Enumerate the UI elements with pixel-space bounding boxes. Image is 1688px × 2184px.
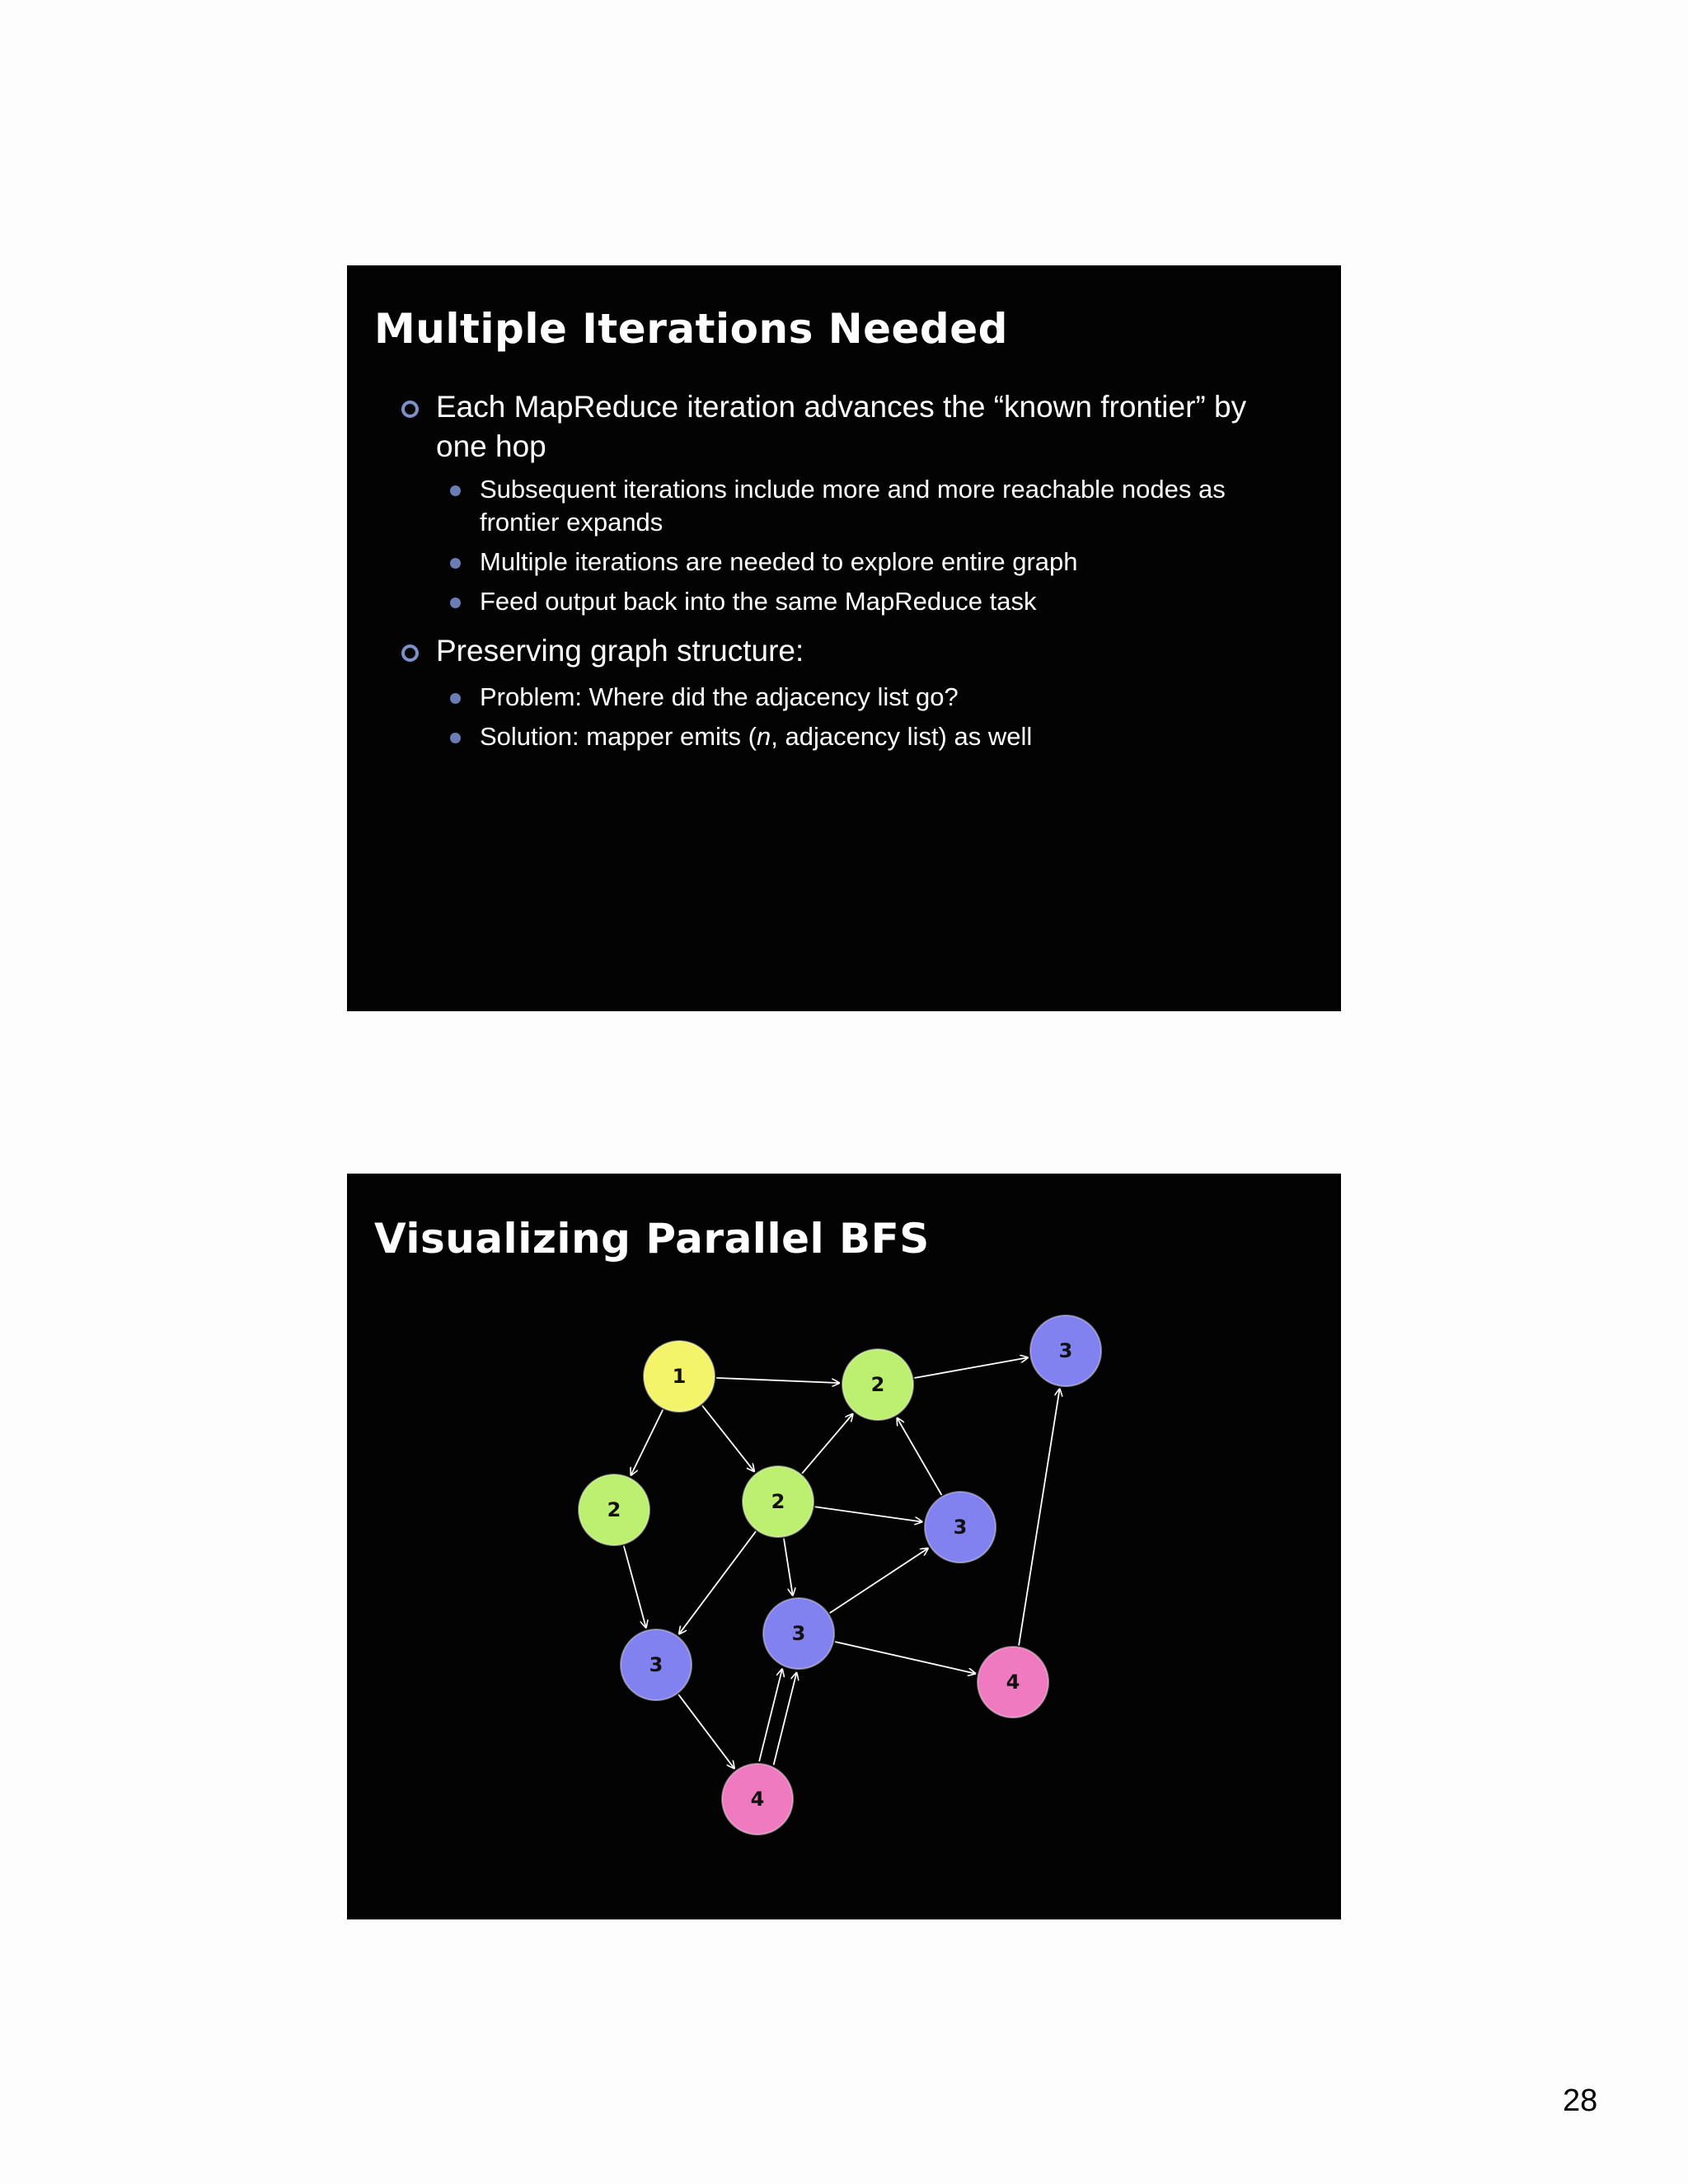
- graph-edge-f-b: [897, 1418, 941, 1495]
- bullet-text: Each MapReduce iteration advances the “known frontier” by one hop: [436, 390, 1247, 463]
- bfs-graph: [347, 1174, 1341, 1919]
- bullet-level1: [347, 631, 1341, 671]
- graph-nodes: [579, 1315, 1101, 1835]
- graph-node-label: 2: [771, 1490, 785, 1513]
- graph-node-label: 3: [649, 1653, 663, 1676]
- graph-node: [763, 1598, 834, 1669]
- graph-node: [978, 1647, 1048, 1718]
- graph-node: [579, 1474, 649, 1545]
- graph-node: [621, 1629, 692, 1700]
- page-number: 28: [1563, 2083, 1598, 2118]
- dot-bullet-icon: [450, 693, 461, 704]
- ring-bullet-icon: [401, 401, 419, 418]
- graph-edge-g-j: [678, 1694, 734, 1769]
- slide-title: Multiple Iterations Needed: [374, 305, 1008, 353]
- ring-bullet-icon: [401, 644, 419, 662]
- graph-edge-e-g: [679, 1531, 757, 1634]
- bullet-level2: [347, 681, 1341, 714]
- bullet-list: [347, 387, 1341, 760]
- graph-edge-a-d: [631, 1409, 663, 1475]
- bullet-text: Multiple iterations are needed to explore entire graph: [480, 547, 1078, 576]
- slide-multiple-iterations: [347, 265, 1341, 1011]
- bullet-level1: [347, 387, 1341, 466]
- graph-edge-e-b: [802, 1413, 853, 1474]
- graph-edge-i-c: [1019, 1388, 1060, 1645]
- bullet-text: Feed output back into the same MapReduce task: [480, 587, 1037, 616]
- graph-edge-a-e: [702, 1405, 755, 1472]
- graph-node-label: 4: [1006, 1671, 1020, 1694]
- graph-node: [842, 1349, 913, 1420]
- bullet-level2: [347, 473, 1341, 539]
- graph-node: [722, 1764, 793, 1835]
- graph-edge-h-i: [835, 1642, 976, 1674]
- dot-bullet-icon: [450, 598, 461, 608]
- dot-bullet-icon: [450, 485, 461, 496]
- graph-edge-d-g: [624, 1545, 646, 1628]
- bullet-level2: [347, 720, 1341, 753]
- graph-node: [644, 1341, 715, 1412]
- bullet-text-italic: n: [756, 722, 771, 751]
- dot-bullet-icon: [450, 558, 461, 569]
- graph-edge-j-h: [759, 1668, 782, 1761]
- bullet-text-before: Solution: mapper emits (: [480, 722, 757, 751]
- dot-bullet-icon: [450, 733, 461, 743]
- slide-visualizing-bfs: [347, 1174, 1341, 1919]
- graph-node: [743, 1466, 814, 1537]
- bullet-text: Problem: Where did the adjacency list go?: [480, 682, 959, 711]
- graph-node-label: 3: [791, 1622, 806, 1645]
- graph-node-label: 4: [750, 1788, 765, 1811]
- graph-edge-j-h: [774, 1672, 797, 1765]
- graph-node-label: 3: [1058, 1339, 1073, 1362]
- bullet-level2: [347, 585, 1341, 618]
- graph-edge-e-f: [815, 1507, 923, 1521]
- graph-edge-a-b: [716, 1378, 840, 1383]
- graph-node: [925, 1492, 996, 1563]
- graph-edge-h-f: [830, 1548, 929, 1613]
- graph-node-label: 2: [870, 1373, 885, 1396]
- graph-edge-e-h: [784, 1538, 793, 1596]
- slide-title: Visualizing Parallel BFS: [374, 1215, 930, 1263]
- graph-node-label: 1: [672, 1365, 687, 1388]
- graph-node-label: 3: [953, 1516, 968, 1539]
- graph-edge-b-c: [914, 1357, 1028, 1378]
- graph-node-label: 2: [607, 1498, 621, 1521]
- graph-node: [1030, 1315, 1101, 1386]
- bullet-text: Preserving graph structure:: [436, 634, 804, 668]
- bullet-text-after: , adjacency list) as well: [771, 722, 1033, 751]
- bullet-text: Subsequent iterations include more and more reachable nodes as frontier expands: [480, 475, 1226, 537]
- bullet-level2: [347, 546, 1341, 579]
